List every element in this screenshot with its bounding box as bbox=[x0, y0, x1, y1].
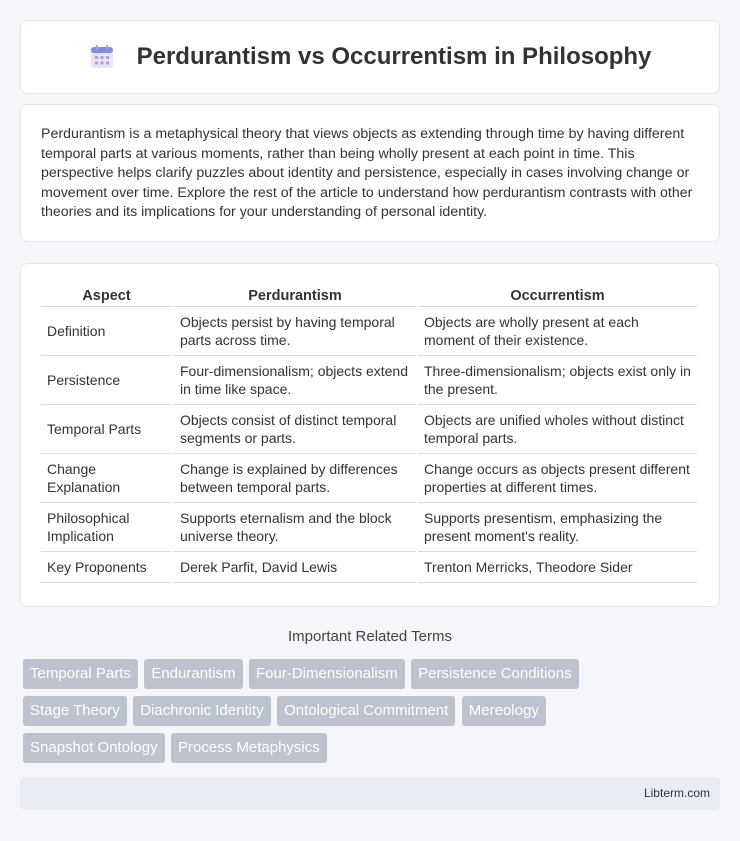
aspect-cell: Definition bbox=[41, 307, 173, 356]
table-row bbox=[41, 454, 697, 503]
intro-card bbox=[20, 104, 720, 242]
perdurantism-cell: Derek Parfit, David Lewis bbox=[173, 552, 417, 583]
column-header-aspect: Aspect bbox=[41, 284, 173, 307]
aspect-cell: Persistence bbox=[41, 356, 173, 405]
related-term-tag[interactable]: Endurantism bbox=[144, 659, 242, 689]
comparison-table bbox=[41, 284, 697, 583]
column-header-perdurantism: Perdurantism bbox=[173, 284, 417, 307]
perdurantism-cell: Supports eternalism and the block universe theory. bbox=[173, 503, 417, 552]
occurrentism-cell: Trenton Merricks, Theodore Sider bbox=[417, 552, 697, 583]
page-title: Perdurantism vs Occurrentism in Philosophy bbox=[136, 43, 652, 70]
perdurantism-cell: Objects persist by having temporal parts across time. bbox=[173, 307, 417, 356]
calendar-icon bbox=[89, 44, 115, 70]
related-term-tag[interactable]: Stage Theory bbox=[23, 696, 127, 726]
aspect-cell: Temporal Parts bbox=[41, 405, 173, 454]
intro-paragraph: Perdurantism is a metaphysical theory that views objects as extending through time by having different temporal parts at various moments, rather than being wholly present at each point in time. This perspective helps clarify puzzles about identity and persistence, especially in cases involving change or movement over time. Explore the rest of the article to understand how perdurantism contrasts with other theories and its implications for your understanding of personal identity. bbox=[41, 126, 693, 220]
related-term-tag[interactable]: Diachronic Identity bbox=[133, 696, 270, 726]
aspect-cell: Change Explanation bbox=[41, 454, 173, 503]
related-term-tag[interactable]: Ontological Commitment bbox=[277, 696, 455, 726]
table-header-row bbox=[41, 284, 697, 307]
occurrentism-cell: Supports presentism, emphasizing the present moment's reality. bbox=[417, 503, 697, 552]
table-row bbox=[41, 552, 697, 583]
table-row bbox=[41, 307, 697, 356]
perdurantism-cell: Change is explained by differences between temporal parts. bbox=[173, 454, 417, 503]
aspect-cell: Key Proponents bbox=[41, 552, 173, 583]
occurrentism-cell: Objects are unified wholes without distinct temporal parts. bbox=[417, 405, 697, 454]
occurrentism-cell: Objects are wholly present at each moment of their existence. bbox=[417, 307, 697, 356]
related-term-tag[interactable]: Mereology bbox=[462, 696, 546, 726]
related-term-tag[interactable]: Four-Dimensionalism bbox=[249, 659, 405, 689]
aspect-cell: Philosophical Implication bbox=[41, 503, 173, 552]
occurrentism-cell: Three-dimensionalism; objects exist only in the present. bbox=[417, 356, 697, 405]
table-row bbox=[41, 356, 697, 405]
occurrentism-cell: Change occurs as objects present different properties at different times. bbox=[417, 454, 697, 503]
footer bbox=[20, 777, 720, 810]
title-card bbox=[20, 20, 720, 94]
perdurantism-cell: Four-dimensionalism; objects extend in time like space. bbox=[173, 356, 417, 405]
table-row bbox=[41, 503, 697, 552]
related-terms-heading: Important Related Terms bbox=[288, 628, 452, 645]
perdurantism-cell: Objects consist of distinct temporal segments or parts. bbox=[173, 405, 417, 454]
footer-site-link[interactable]: Libterm.com bbox=[643, 786, 710, 800]
column-header-occurrentism: Occurrentism bbox=[417, 284, 697, 307]
related-term-tag[interactable]: Temporal Parts bbox=[23, 659, 138, 689]
related-term-tag[interactable]: Snapshot Ontology bbox=[23, 733, 165, 763]
related-terms-list bbox=[23, 659, 723, 770]
table-row bbox=[41, 405, 697, 454]
comparison-card bbox=[20, 263, 720, 607]
related-term-tag[interactable]: Persistence Conditions bbox=[411, 659, 578, 689]
related-term-tag[interactable]: Process Metaphysics bbox=[171, 733, 327, 763]
